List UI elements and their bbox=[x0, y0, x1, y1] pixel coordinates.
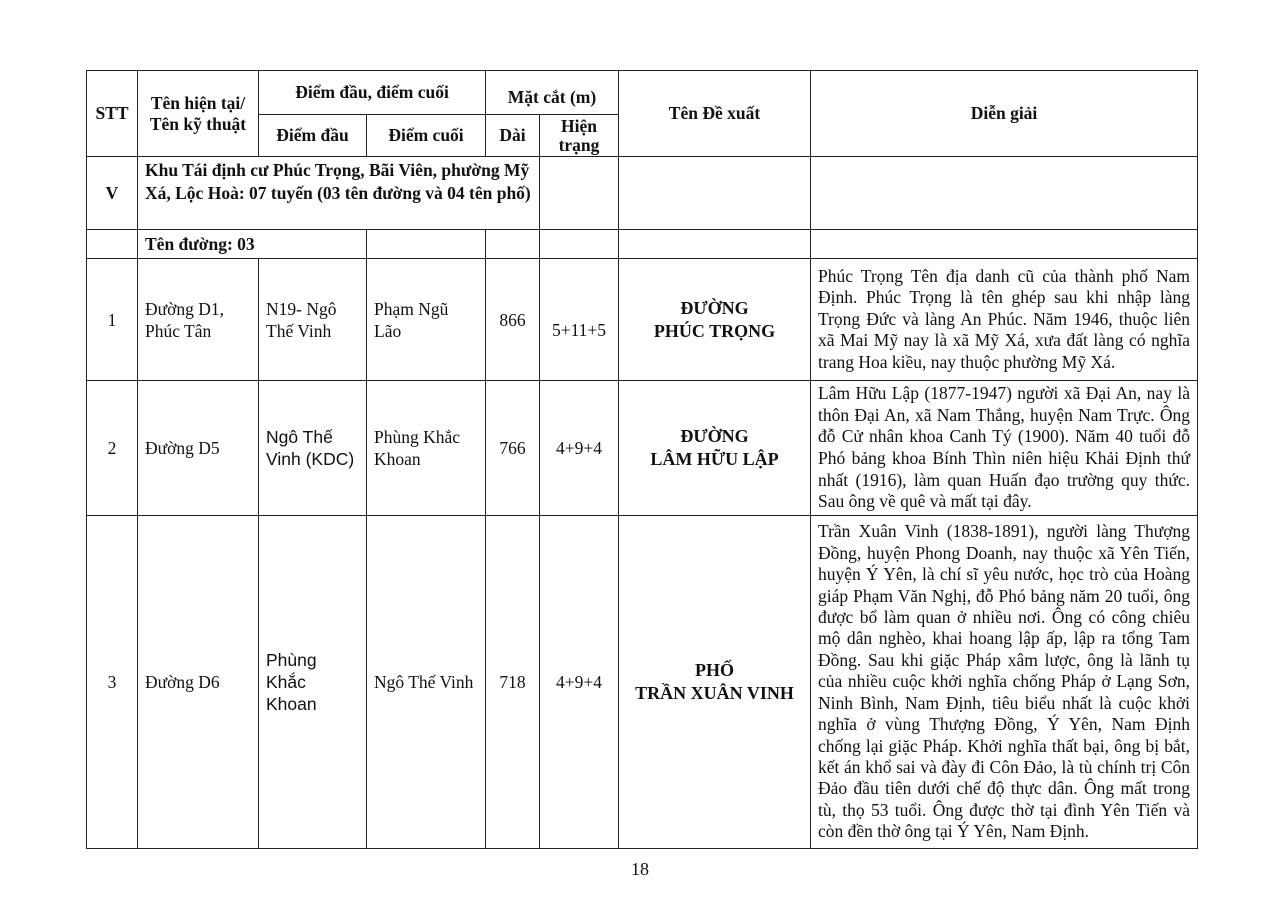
header-length: Dài bbox=[486, 115, 540, 157]
section-empty-explanation bbox=[811, 157, 1198, 230]
row-stt: 3 bbox=[87, 516, 138, 849]
row-explanation: Trần Xuân Vinh (1838-1891), người làng Thượng Đồng, huyện Phong Doanh, nay thuộc xã Yên Tiến, huyện Ý Yên, là chí sĩ yêu nước, học trò của Hoàng giáp Phạm Văn Nghị, đỗ Phó bảng năm 20 tuổi, ông được bổ làm quan ở nhiều nơi. Ông có công chiêu mộ dân nghèo, khai hoang lập ấp, lập ra tổng Tam Đồng. Sau khi giặc Pháp xâm lược, ông là lãnh tụ của nhiều cuộc khởi nghĩa chống Pháp ở Lạng Sơn, Ninh Bình, Nam Định, tiêu biểu nhất là cuộc khởi nghĩa ở vùng Thượng Đồng, Ý Yên, Nam Định chống lại giặc Pháp. Khởi nghĩa thất bại, ông bị bắt, kết án khổ sai và đày đi Côn Đảo, là tù chính trị Côn Đảo đầu tiên dưới chế độ thực dân. Ông mất trong tù, thọ 53 tuổi. Ông được thờ tại đình Yên Tiến và còn đền thờ ông tại Ý Yên, Nam Định. bbox=[811, 516, 1198, 849]
row-proposed-line1: ĐƯỜNG bbox=[680, 297, 749, 318]
header-proposed-name: Tên Đề xuất bbox=[619, 71, 811, 157]
row-start: Ngô Thế Vinh (KDC) bbox=[259, 381, 367, 516]
row-end: Phùng Khắc Khoan bbox=[367, 381, 486, 516]
row-current-state: 4+9+4 bbox=[540, 516, 619, 849]
row-proposed-line1: PHỐ bbox=[695, 660, 734, 680]
header-endpoints: Điểm đầu, điểm cuối bbox=[259, 71, 486, 115]
row-start: Phùng Khắc Khoan bbox=[259, 516, 367, 849]
header-stt: STT bbox=[87, 71, 138, 157]
subheading-title: Tên đường: 03 bbox=[138, 230, 367, 259]
row-proposed-line1: ĐƯỜNG bbox=[680, 426, 749, 446]
row-length: 766 bbox=[486, 381, 540, 516]
row-proposed-name bbox=[619, 516, 811, 849]
row-stt: 1 bbox=[87, 259, 138, 381]
row-proposed-line2: PHÚC TRỌNG bbox=[653, 320, 776, 341]
section-empty-proposed bbox=[619, 157, 811, 230]
header-current-state-line2: trạng bbox=[558, 134, 600, 155]
row-current-name: Đường D1, Phúc Tân bbox=[138, 259, 259, 381]
row-current-state: 4+9+4 bbox=[540, 381, 619, 516]
subheading-empty-end bbox=[367, 230, 486, 259]
street-naming-table bbox=[86, 70, 1198, 849]
section-number: V bbox=[87, 157, 138, 230]
row-current-state: 5+11+5 bbox=[540, 259, 619, 381]
subheading-row bbox=[87, 230, 1198, 259]
header-row-1 bbox=[87, 71, 1198, 115]
subheading-empty-proposed bbox=[619, 230, 811, 259]
row-end: Ngô Thế Vinh bbox=[367, 516, 486, 849]
section-empty-state bbox=[540, 157, 619, 230]
row-proposed-line2: TRẦN XUÂN VINH bbox=[635, 683, 794, 703]
header-start: Điểm đầu bbox=[259, 115, 367, 157]
row-current-name: Đường D6 bbox=[138, 516, 259, 849]
row-start: N19- Ngô Thế Vinh bbox=[259, 259, 367, 381]
header-current-name-line1: Tên hiện tại/ bbox=[150, 92, 246, 113]
row-current-name: Đường D5 bbox=[138, 381, 259, 516]
row-length: 718 bbox=[486, 516, 540, 849]
row-proposed-name bbox=[619, 259, 811, 381]
row-length: 866 bbox=[486, 259, 540, 381]
row-proposed-name bbox=[619, 381, 811, 516]
row-end: Phạm Ngũ Lão bbox=[367, 259, 486, 381]
header-current-name-line2: Tên kỹ thuật bbox=[149, 113, 247, 134]
header-current-name bbox=[138, 71, 259, 157]
row-explanation: Phúc Trọng Tên địa danh cũ của thành phố Nam Định. Phúc Trọng là tên ghép sau khi nhập làng Trọng Đức và làng An Phúc. Năm 1946, thuộc liên xã Mai Mỹ nay là xã Mỹ Xá, xưa đất làng có nghĩa trang Hoa kiều, nay thuộc phường Mỹ Xá. bbox=[811, 259, 1198, 381]
page-number: 18 bbox=[631, 859, 649, 879]
row-stt: 2 bbox=[87, 381, 138, 516]
header-cross-section: Mặt cắt (m) bbox=[486, 71, 619, 115]
header-explanation: Diễn giải bbox=[811, 71, 1198, 157]
row-explanation: Lâm Hữu Lập (1877-1947) người xã Đại An, nay là thôn Đại An, xã Nam Thắng, huyện Nam Trực. Ông đỗ Cử nhân khoa Canh Tý (1900). Năm 40 tuổi đỗ Phó bảng khoa Bính Thìn niên hiệu Khải Định thứ nhất (1916), làm quan Huấn đạo trường quy thức. Sau ông về quê và mất tại đây. bbox=[811, 381, 1198, 516]
table-row bbox=[87, 259, 1198, 381]
row-proposed-line2: LÂM HỮU LẬP bbox=[650, 449, 779, 469]
section-row bbox=[87, 157, 1198, 230]
subheading-empty-state bbox=[540, 230, 619, 259]
subheading-empty-length bbox=[486, 230, 540, 259]
subheading-empty-explanation bbox=[811, 230, 1198, 259]
subheading-empty-stt bbox=[87, 230, 138, 259]
header-end: Điểm cuối bbox=[367, 115, 486, 157]
section-title: Khu Tái định cư Phúc Trọng, Bãi Viên, phường Mỹ Xá, Lộc Hoà: 07 tuyến (03 tên đường và 04 tên phố) bbox=[138, 157, 540, 230]
header-current-state-line1: Hiện bbox=[561, 115, 597, 136]
header-current-state bbox=[540, 115, 619, 157]
table-row bbox=[87, 381, 1198, 516]
table-row bbox=[87, 516, 1198, 849]
